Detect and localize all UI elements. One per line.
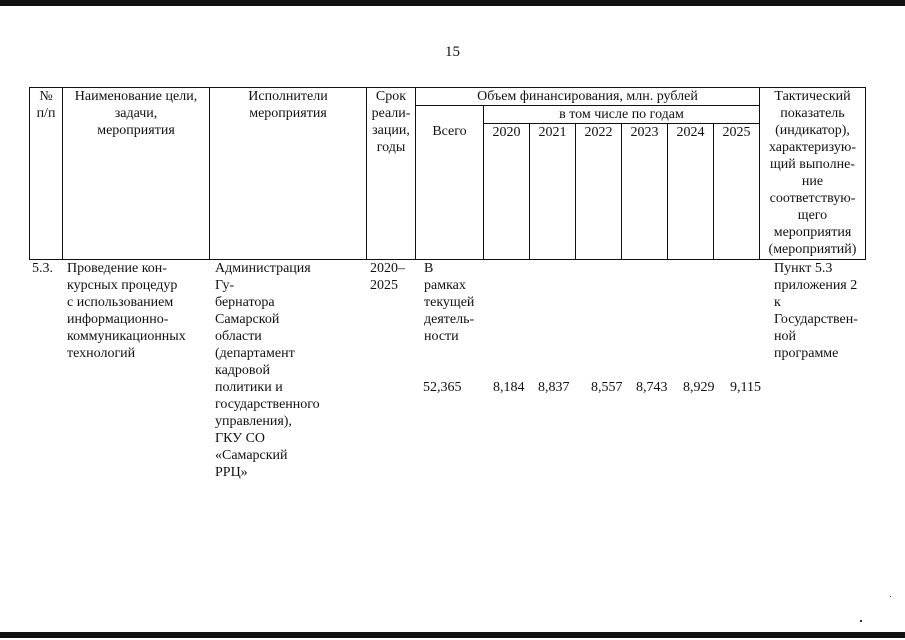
row-value-2023: 8,743 (636, 380, 668, 395)
header-year-2022: 2022 (576, 124, 622, 260)
row-name: Проведение кон- курсных процедур с использованием информационно- коммуникационных технологий (67, 261, 186, 361)
header-name: Наименование цели, задачи, мероприятия (63, 88, 210, 260)
header-table (29, 87, 866, 260)
row-value-2020: 8,184 (493, 380, 525, 395)
row-executors: Администрация Гу- бернатора Самарской области (департамент кадровой политики и государственного управления), ГКУ СО «Самарский РРЦ» (215, 261, 320, 480)
row-total-value: 52,365 (423, 380, 462, 395)
header-total: Всего (416, 106, 484, 260)
header-year-2023: 2023 (622, 124, 668, 260)
header-year-2024: 2024 (668, 124, 714, 260)
row-total-note: В рамках текущей деятель- ности (424, 261, 475, 344)
row-indicator: Пункт 5.3 приложения 2 к Государствен- ной программе (774, 261, 858, 361)
header-indicator: Тактический показатель (индикатор), характеризую- щий выполне- ние соответствую- щего мероприятия (мероприятий) (760, 88, 866, 260)
row-value-2021: 8,837 (538, 380, 570, 395)
row-value-2024: 8,929 (683, 380, 715, 395)
header-year-2021: 2021 (530, 124, 576, 260)
header-executors: Исполнители мероприятия (210, 88, 367, 260)
page-number: 15 (445, 44, 460, 60)
header-no: № п/п (30, 88, 63, 260)
row-no: 5.3. (32, 261, 53, 276)
row-value-2025: 9,115 (730, 380, 761, 395)
header-term: Срок реали- зации, годы (367, 88, 416, 260)
row-value-2022: 8,557 (591, 380, 623, 395)
header-funding: Объем финансирования, млн. рублей (416, 88, 760, 106)
scan-speck (860, 620, 862, 622)
row-term: 2020– 2025 (370, 261, 405, 293)
scan-speck (890, 596, 891, 597)
header-year-2025: 2025 (714, 124, 760, 260)
top-border-line (0, 0, 905, 6)
bottom-border-line (0, 632, 905, 638)
header-year-2020: 2020 (484, 124, 530, 260)
header-by-years: в том числе по годам (484, 106, 760, 124)
